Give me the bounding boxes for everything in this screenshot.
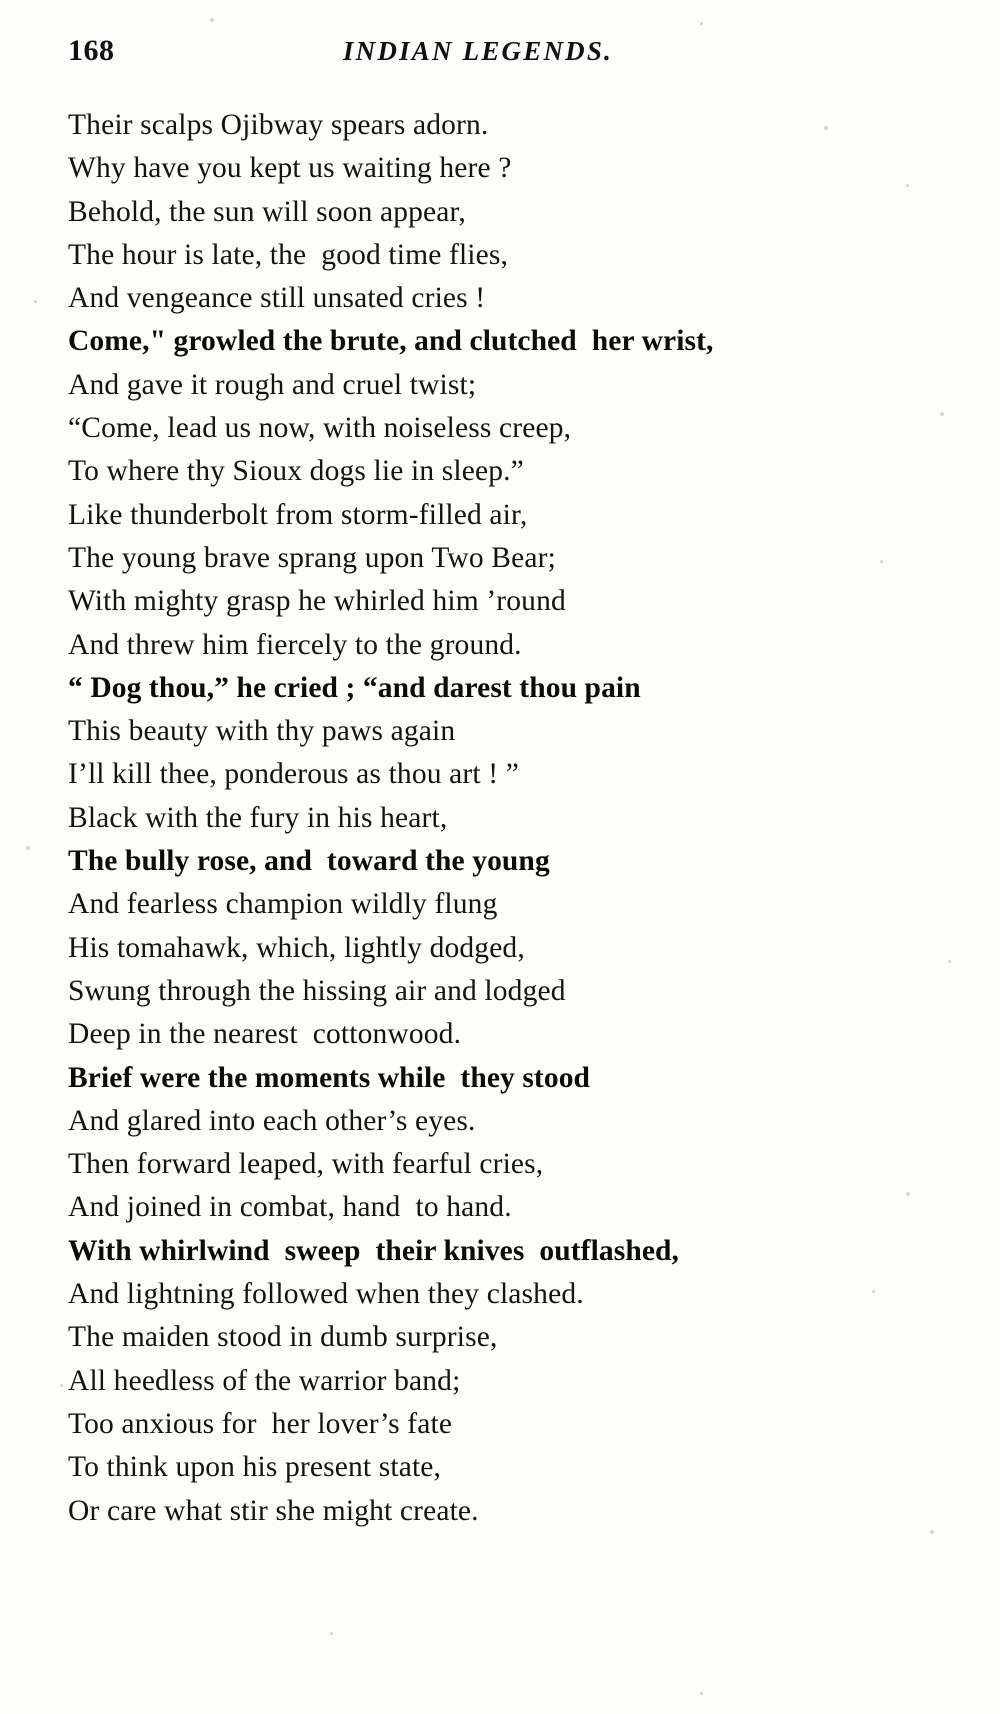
poem-line: All heedless of the warrior band; (68, 1364, 461, 1397)
running-title: INDIAN LEGENDS. (342, 36, 614, 66)
poem-line: Too anxious for her lover’s fate (68, 1407, 453, 1440)
poem-line: The bully rose, and toward the young (68, 845, 550, 878)
poem-line: The hour is late, the good time flies, (68, 238, 509, 271)
poem-line: And glared into each other’s eyes. (68, 1104, 476, 1137)
paper-speck (330, 1632, 333, 1635)
poem-line: And joined in combat, hand to hand. (68, 1191, 512, 1224)
poem-line: And gave it rough and cruel twist; (68, 368, 477, 401)
poem-line: Brief were the moments while they stood (68, 1061, 591, 1094)
poem-body (68, 104, 940, 1533)
poem-line: Black with the fury in his heart, (68, 801, 448, 834)
paper-speck (26, 846, 30, 850)
poem-line: And fearless champion wildly flung (68, 888, 498, 921)
poem-line: I’ll kill thee, ponderous as thou art ! ” (68, 758, 519, 791)
poem-line: Behold, the sun will soon appear, (68, 195, 466, 228)
poem-line: Then forward leaped, with fearful cries, (68, 1148, 544, 1181)
paper-speck (60, 1384, 63, 1387)
poem-line: And lightning followed when they clashed. (68, 1278, 584, 1311)
poem-line: Come," growled the brute, and clutched her wrist, (68, 325, 714, 358)
poem-line: To think upon his present state, (68, 1451, 442, 1484)
poem-line: Deep in the nearest cottonwood. (68, 1018, 462, 1051)
poem-line: This beauty with thy paws again (68, 715, 456, 748)
paper-speck (940, 412, 944, 416)
poem-line: “ Dog thou,” he cried ; “and darest thou pain (68, 671, 641, 704)
poem-line: To where thy Sioux dogs lie in sleep.” (68, 455, 524, 488)
poem-line: “Come, lead us now, with noiseless creep, (68, 412, 572, 445)
poem-line: And vengeance still unsated cries ! (68, 282, 486, 315)
page-header (68, 34, 932, 78)
poem-line: Like thunderbolt from storm-filled air, (68, 498, 528, 531)
poem-line: Why have you kept us waiting here ? (68, 152, 512, 185)
poem-line: With whirlwind sweep their knives outflashed, (68, 1234, 680, 1267)
page-number: 168 (68, 34, 115, 67)
poem-line: The young brave sprang upon Two Bear; (68, 541, 556, 574)
poem-line: Or care what stir she might create. (68, 1494, 479, 1527)
paper-speck (34, 300, 37, 303)
poem-line: With mighty grasp he whirled him ’round (68, 585, 566, 618)
poem-line: The maiden stood in dumb surprise, (68, 1321, 498, 1354)
paper-speck (700, 1692, 703, 1695)
paper-speck (210, 18, 214, 22)
paper-speck (948, 960, 951, 963)
poem-line: Their scalps Ojibway spears adorn. (68, 109, 489, 141)
poem-line: Swung through the hissing air and lodged (68, 974, 566, 1007)
paper-speck (700, 22, 703, 25)
poem-line: And threw him fiercely to the ground. (68, 628, 522, 661)
poem-line: His tomahawk, which, lightly dodged, (68, 931, 525, 964)
